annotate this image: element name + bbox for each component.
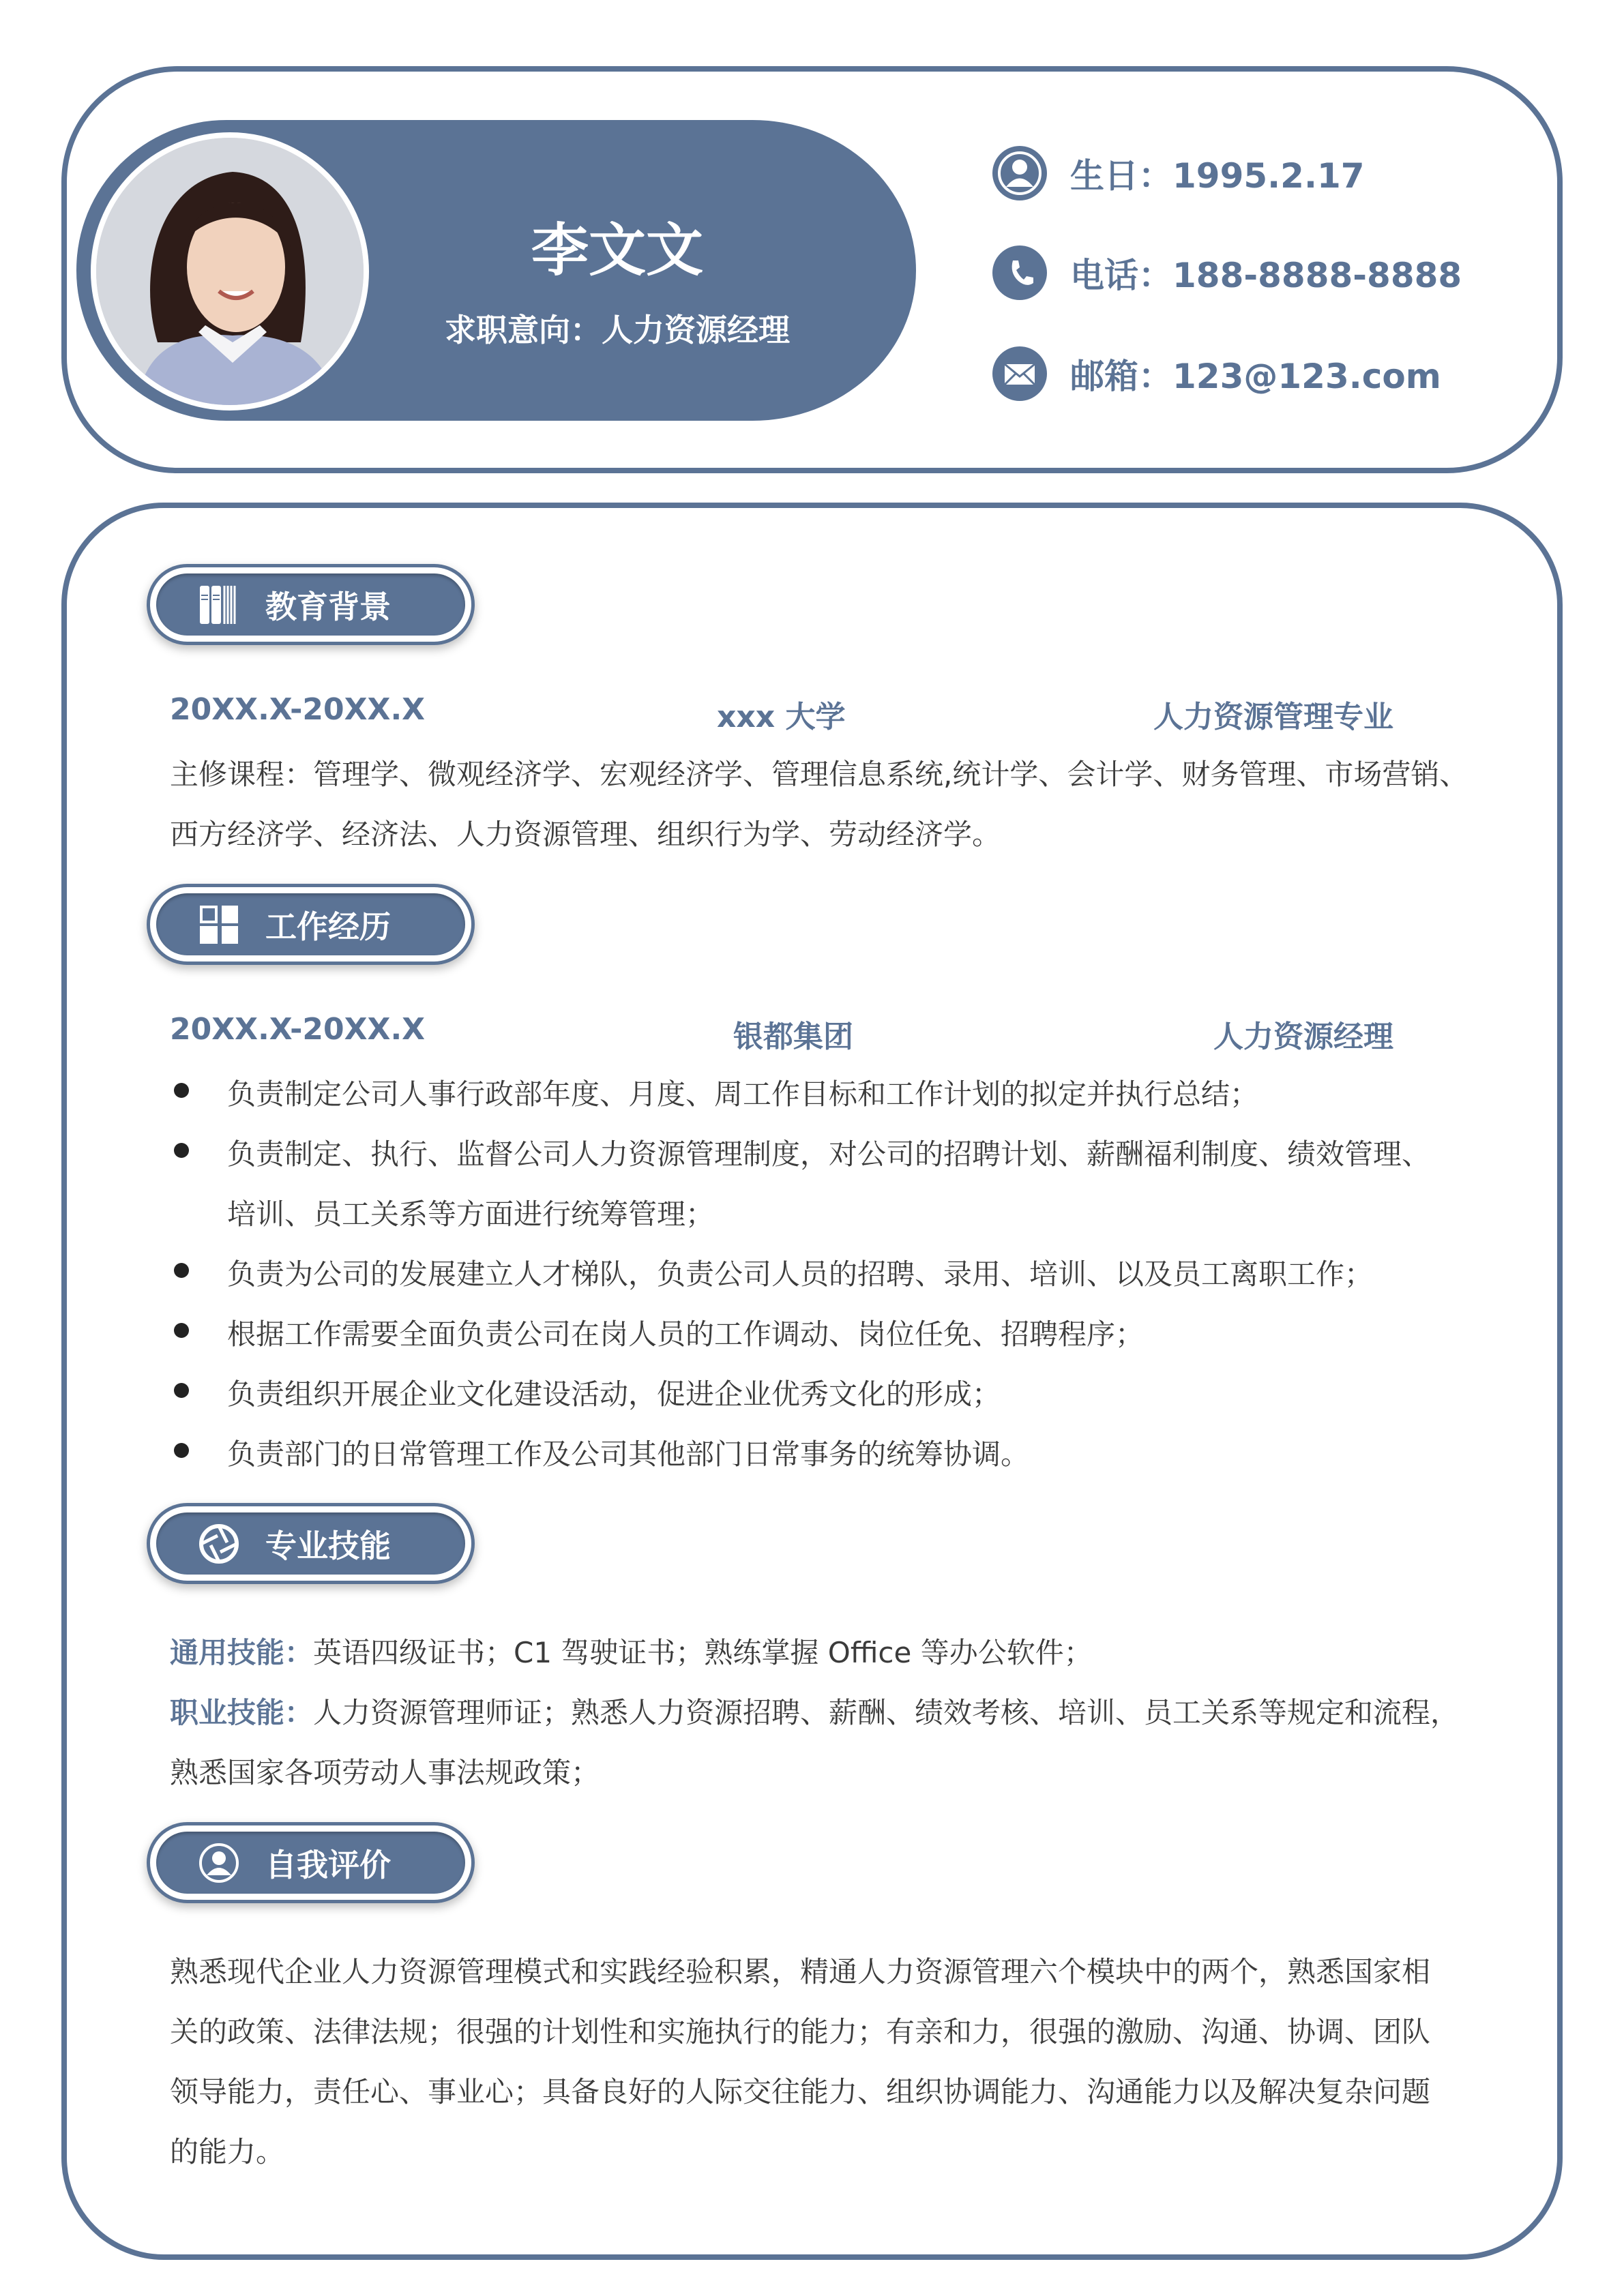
user-circle-icon	[197, 1841, 241, 1885]
bullet-icon	[174, 1323, 189, 1338]
bullet-icon	[174, 1443, 189, 1458]
section-header-self-evaluation: 自我评价	[147, 1822, 475, 1903]
section-header-education: 教育背景	[147, 564, 475, 645]
education-major: 人力资源管理专业	[1153, 700, 1393, 734]
section-header-skills: 专业技能	[147, 1503, 475, 1584]
self-evaluation-text: 的能力。	[170, 2135, 285, 2168]
grid-icon	[197, 903, 241, 946]
skills-professional: 职业技能：人力资源管理师证；熟悉人力资源招聘、薪酬、绩效考核、培训、员工关系等规定和流程，	[170, 1696, 1460, 1729]
education-courses: 西方经济学、经济法、人力资源管理、组织行为学、劳动经济学。	[170, 818, 1001, 851]
contact-email: 邮箱：123@123.com	[992, 345, 1441, 402]
phone-icon	[992, 245, 1047, 300]
section-header-work: 工作经历	[147, 884, 475, 965]
profile-photo	[91, 132, 369, 411]
self-evaluation-text: 关的政策、法律法规；很强的计划性和实施执行的能力；有亲和力，很强的激励、沟通、协调、团队	[170, 2015, 1431, 2048]
education-school: xxx 大学	[717, 700, 846, 734]
work-duty-item: 负责制定公司人事行政部年度、月度、周工作目标和工作计划的拟定并执行总结；	[227, 1077, 1259, 1111]
books-icon	[197, 583, 241, 627]
aperture-icon	[197, 1522, 241, 1566]
work-period: 20XX.X-20XX.X	[170, 1012, 426, 1047]
self-evaluation-text: 领导能力，责任心、事业心；具备良好的人际交往能力、组织协调能力、沟通能力以及解决复杂问题	[170, 2075, 1431, 2108]
work-duty-item: 根据工作需要全面负责公司在岗人员的工作调动、岗位任免、招聘程序；	[227, 1317, 1145, 1351]
education-period: 20XX.X-20XX.X	[170, 692, 426, 727]
work-duty-item: 负责部门的日常管理工作及公司其他部门日常事务的统筹协调。	[227, 1437, 1030, 1471]
education-courses: 主修课程：管理学、微观经济学、宏观经济学、管理信息系统,统计学、会计学、财务管理、市场营销、	[170, 758, 1468, 791]
work-duty-item: 培训、员工关系等方面进行统筹管理；	[227, 1197, 715, 1231]
work-company: 银都集团	[733, 1019, 853, 1054]
skills-general: 通用技能：英语四级证书；C1 驾驶证书；熟练掌握 Office 等办公软件；	[170, 1636, 1093, 1669]
work-duty-item: 负责组织开展企业文化建设活动，促进企业优秀文化的形成；	[227, 1377, 1001, 1411]
contact-phone: 电话：188-8888-8888	[992, 244, 1462, 301]
bullet-icon	[174, 1143, 189, 1158]
bullet-icon	[174, 1383, 189, 1398]
work-position: 人力资源经理	[1213, 1019, 1393, 1054]
candidate-name: 李文文	[531, 217, 703, 284]
job-intent: 求职意向：人力资源经理	[445, 312, 790, 348]
user-icon	[992, 146, 1047, 200]
self-evaluation-text: 熟悉现代企业人力资源管理模式和实践经验积累，精通人力资源管理六个模块中的两个，熟悉国家相	[170, 1955, 1431, 1988]
work-duty-item: 负责为公司的发展建立人才梯队，负责公司人员的招聘、录用、培训、以及员工离职工作；	[227, 1257, 1374, 1291]
bullet-icon	[174, 1083, 189, 1098]
work-duty-item: 负责制定、执行、监督公司人力资源管理制度，对公司的招聘计划、薪酬福利制度、绩效管理、	[227, 1137, 1431, 1171]
bullet-icon	[174, 1263, 189, 1278]
skills-professional-cont: 熟悉国家各项劳动人事法规政策；	[170, 1756, 600, 1789]
mail-icon	[992, 346, 1047, 401]
contact-birthday: 生日：1995.2.17	[992, 145, 1365, 202]
